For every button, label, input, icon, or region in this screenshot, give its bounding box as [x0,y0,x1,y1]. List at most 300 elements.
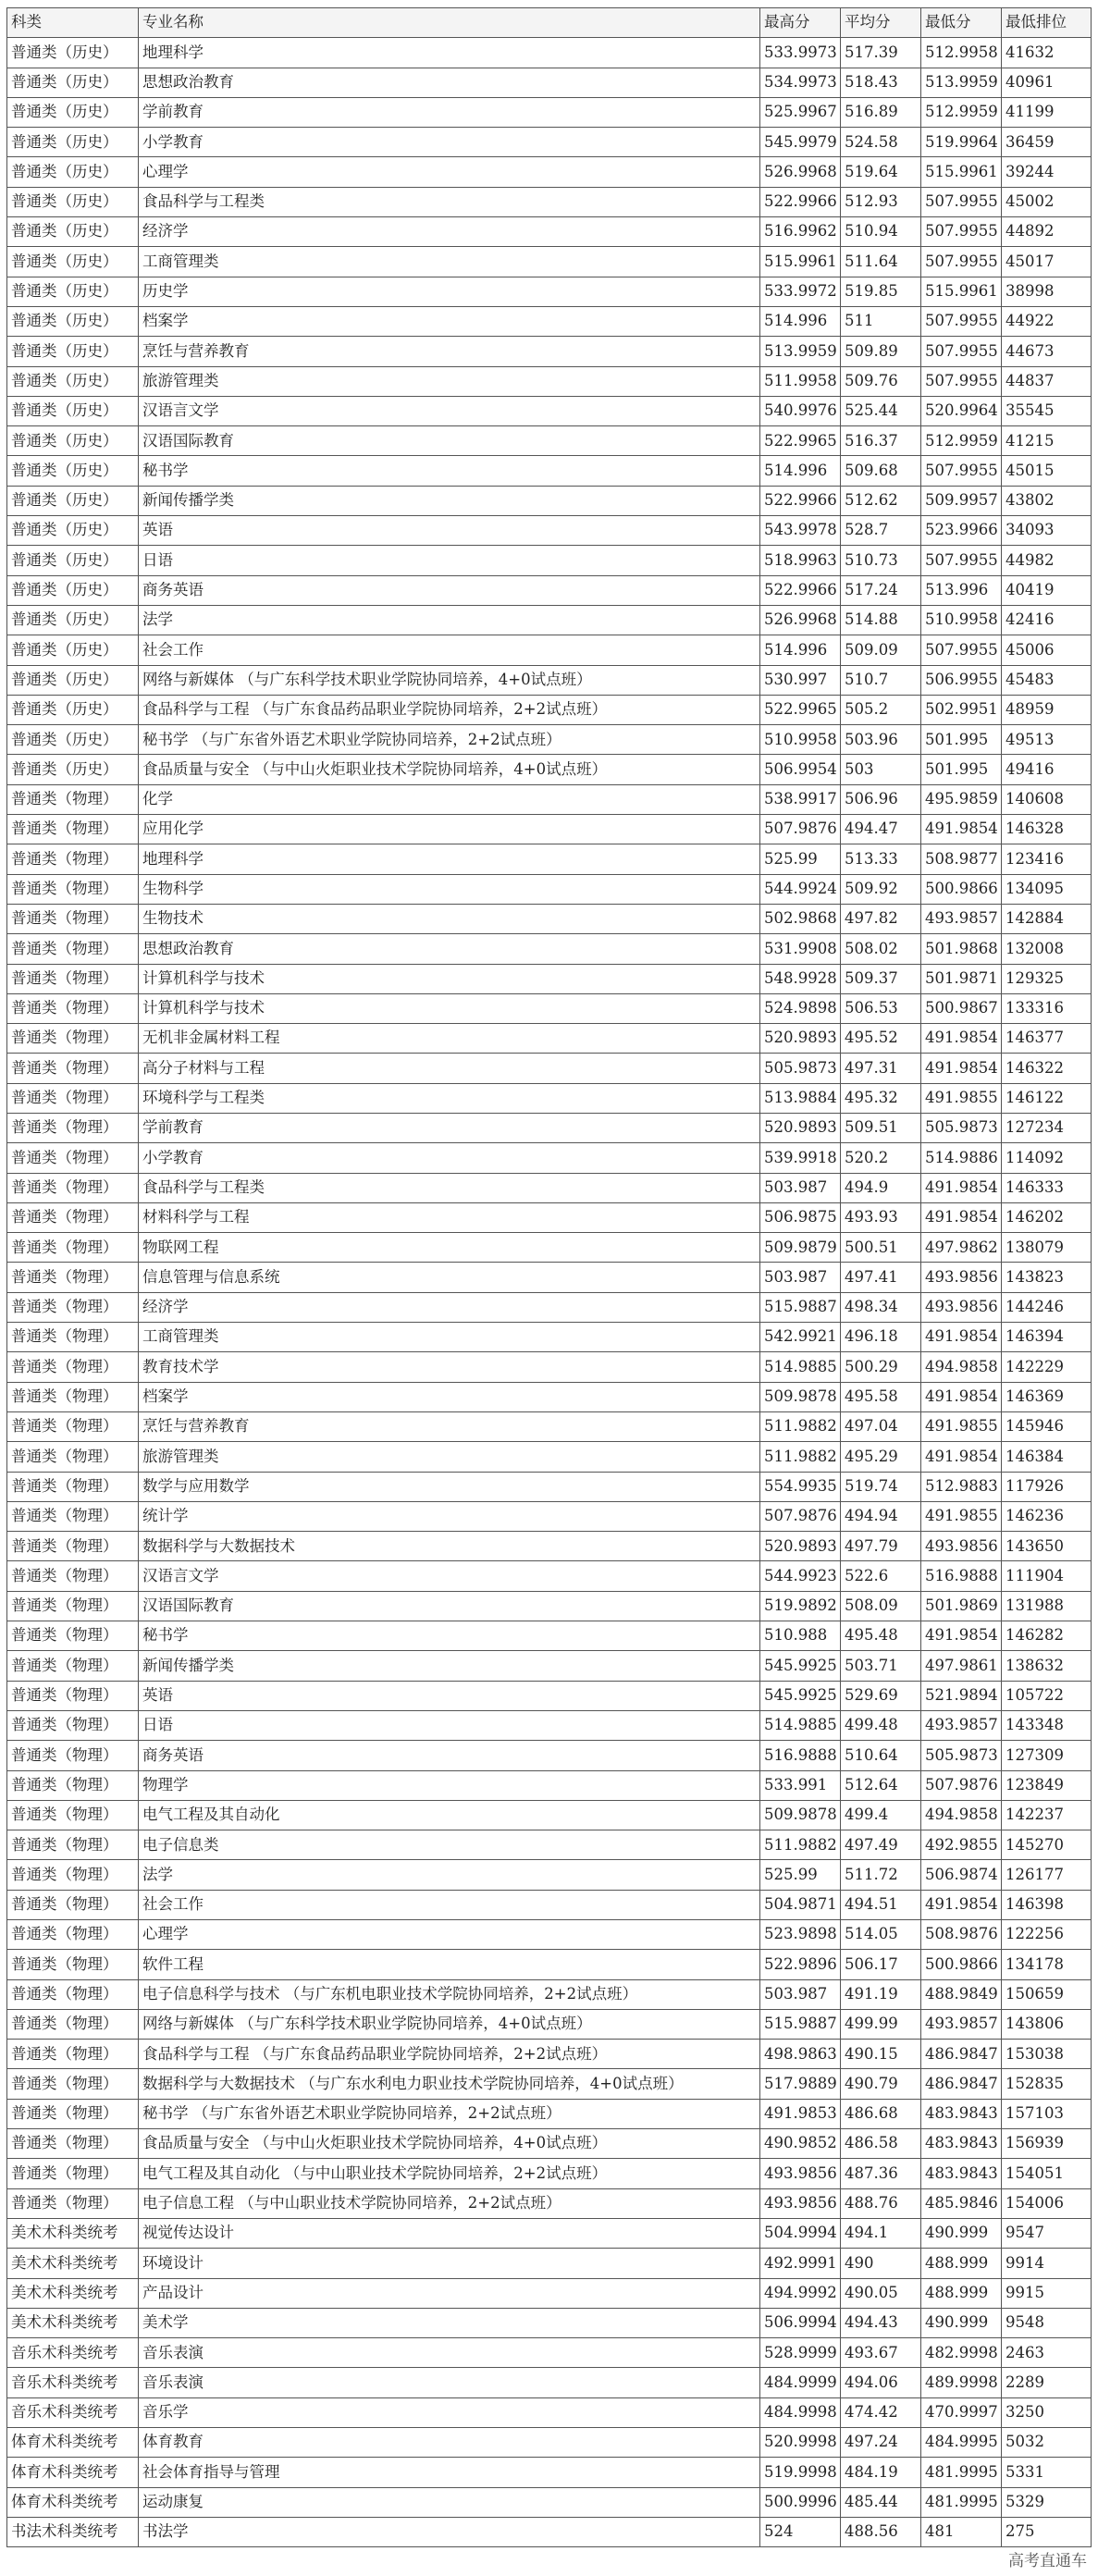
cell-category: 普通类（物理） [7,1860,139,1890]
cell-max-score: 543.9978 [760,516,841,546]
cell-avg-score: 493.93 [841,1202,921,1232]
cell-category: 普通类（物理） [7,2099,139,2128]
cell-major: 秘书学 [139,456,760,486]
cell-major: 产品设计 [139,2278,760,2308]
cell-avg-score: 510.7 [841,665,921,695]
table-row [7,2428,1092,2458]
cell-max-score: 542.9921 [760,1323,841,1352]
table-row [7,1382,1092,1411]
table-row [7,2368,1092,2397]
cell-min-score: 470.9997 [921,2397,1002,2427]
cell-min-score: 500.9866 [921,874,1002,904]
cell-min-rank: 134095 [1002,874,1092,904]
cell-avg-score: 512.64 [841,1770,921,1800]
cell-major: 统计学 [139,1501,760,1531]
cell-min-rank: 49513 [1002,725,1092,755]
table-row [7,575,1092,605]
cell-min-rank: 40961 [1002,68,1092,97]
cell-max-score: 504.9871 [760,1890,841,1919]
cell-min-rank: 142884 [1002,904,1092,933]
table-row [7,38,1092,68]
cell-avg-score: 509.51 [841,1113,921,1142]
cell-major: 秘书学 （与广东省外语艺术职业学院协同培养，2+2试点班） [139,2099,760,2128]
cell-category: 普通类（物理） [7,1323,139,1352]
cell-max-score: 505.9873 [760,1054,841,1083]
cell-avg-score: 488.56 [841,2517,921,2546]
cell-max-score: 524 [760,2517,841,2546]
cell-avg-score: 503.96 [841,725,921,755]
cell-max-score: 539.9918 [760,1143,841,1173]
cell-min-score: 488.999 [921,2278,1002,2308]
cell-max-score: 533.991 [760,1770,841,1800]
table-row [7,665,1092,695]
table-row [7,187,1092,216]
cell-major: 经济学 [139,217,760,247]
cell-min-score: 494.9858 [921,1800,1002,1830]
table-row [7,1292,1092,1322]
cell-min-rank: 43802 [1002,486,1092,515]
cell-avg-score: 494.43 [841,2308,921,2337]
cell-major: 新闻传播学类 [139,1651,760,1681]
cell-min-rank: 146236 [1002,1501,1092,1531]
cell-category: 普通类（历史） [7,426,139,456]
cell-avg-score: 486.68 [841,2099,921,2128]
cell-max-score: 538.9917 [760,784,841,814]
cell-max-score: 523.9898 [760,1920,841,1950]
cell-major: 电子信息工程 （与中山职业技术学院协同培养，2+2试点班） [139,2188,760,2218]
table-row [7,1024,1092,1054]
cell-min-rank: 146282 [1002,1621,1092,1651]
cell-max-score: 520.9893 [760,1532,841,1561]
cell-min-score: 509.9957 [921,486,1002,515]
cell-min-rank: 146398 [1002,1890,1092,1919]
cell-min-score: 481 [921,2517,1002,2546]
table-row [7,1591,1092,1621]
cell-category: 普通类（历史） [7,755,139,784]
table-row [7,277,1092,306]
cell-category: 普通类（物理） [7,2188,139,2218]
cell-major: 环境设计 [139,2249,760,2278]
table-row [7,2009,1092,2039]
cell-category: 普通类（物理） [7,1651,139,1681]
cell-max-score: 509.9878 [760,1382,841,1411]
cell-major: 档案学 [139,306,760,336]
table-row [7,366,1092,396]
cell-min-score: 492.9855 [921,1830,1002,1860]
cell-category: 普通类（历史） [7,575,139,605]
cell-category: 音乐术科类统考 [7,2397,139,2427]
cell-major: 食品科学与工程 （与广东食品药品职业学院协同培养，2+2试点班） [139,695,760,724]
cell-category: 普通类（物理） [7,1741,139,1770]
table-row [7,217,1092,247]
cell-min-rank: 40419 [1002,575,1092,605]
cell-min-score: 490.999 [921,2218,1002,2248]
table-row [7,247,1092,277]
cell-max-score: 491.9853 [760,2099,841,2128]
cell-category: 普通类（物理） [7,844,139,874]
cell-min-rank: 48959 [1002,695,1092,724]
cell-category: 普通类（物理） [7,904,139,933]
cell-max-score: 519.9892 [760,1591,841,1621]
cell-avg-score: 499.4 [841,1800,921,1830]
cell-min-rank: 122256 [1002,1920,1092,1950]
cell-major: 社会体育指导与管理 [139,2458,760,2487]
cell-avg-score: 488.76 [841,2188,921,2218]
cell-max-score: 503.987 [760,1979,841,2009]
cell-min-score: 507.9955 [921,247,1002,277]
cell-min-score: 507.9955 [921,456,1002,486]
cell-category: 普通类（物理） [7,1501,139,1531]
cell-max-score: 530.997 [760,665,841,695]
cell-avg-score: 494.47 [841,815,921,844]
cell-major: 生物科学 [139,874,760,904]
cell-avg-score: 511 [841,306,921,336]
watermark-text: 高考直通车 [1008,2552,1087,2570]
cell-category: 普通类（历史） [7,456,139,486]
cell-major: 电气工程及其自动化 [139,1800,760,1830]
cell-min-rank: 123416 [1002,844,1092,874]
cell-avg-score: 497.31 [841,1054,921,1083]
cell-major: 生物技术 [139,904,760,933]
table-row [7,1681,1092,1710]
cell-max-score: 533.9972 [760,277,841,306]
cell-major: 小学教育 [139,128,760,157]
cell-category: 普通类（历史） [7,605,139,635]
table-row [7,1710,1092,1740]
cell-max-score: 506.9994 [760,2308,841,2337]
cell-min-score: 523.9966 [921,516,1002,546]
cell-min-score: 491.9855 [921,1083,1002,1113]
cell-avg-score: 490 [841,2249,921,2278]
cell-major: 汉语言文学 [139,1561,760,1591]
cell-max-score: 511.9882 [760,1830,841,1860]
table-row [7,1621,1092,1651]
cell-category: 普通类（历史） [7,635,139,665]
cell-major: 工商管理类 [139,1323,760,1352]
cell-major: 应用化学 [139,815,760,844]
cell-min-score: 483.9843 [921,2099,1002,2128]
cell-min-rank: 9915 [1002,2278,1092,2308]
cell-avg-score: 491.19 [841,1979,921,2009]
cell-min-rank: 36459 [1002,128,1092,157]
cell-category: 普通类（物理） [7,934,139,964]
cell-category: 普通类（物理） [7,1054,139,1083]
cell-min-score: 488.999 [921,2249,1002,2278]
cell-major: 音乐表演 [139,2338,760,2368]
cell-major: 物联网工程 [139,1233,760,1263]
cell-max-score: 490.9852 [760,2129,841,2159]
cell-category: 普通类（物理） [7,1950,139,1979]
cell-major: 视觉传达设计 [139,2218,760,2248]
table-row [7,1860,1092,1890]
table-row [7,1054,1092,1083]
cell-category: 普通类（物理） [7,1890,139,1919]
table-row [7,486,1092,515]
cell-min-rank: 132008 [1002,934,1092,964]
cell-min-score: 520.9964 [921,396,1002,425]
cell-max-score: 507.9876 [760,1501,841,1531]
cell-min-rank: 145270 [1002,1830,1092,1860]
cell-major: 信息管理与信息系统 [139,1263,760,1292]
cell-min-rank: 146202 [1002,1202,1092,1232]
table-row [7,904,1092,933]
cell-min-rank: 45015 [1002,456,1092,486]
cell-category: 普通类（物理） [7,2129,139,2159]
cell-min-rank: 146122 [1002,1083,1092,1113]
cell-major: 秘书学 （与广东省外语艺术职业学院协同培养，2+2试点班） [139,725,760,755]
cell-min-rank: 42416 [1002,605,1092,635]
cell-min-rank: 39244 [1002,157,1092,187]
cell-category: 普通类（历史） [7,97,139,127]
cell-avg-score: 514.88 [841,605,921,635]
cell-max-score: 520.9893 [760,1024,841,1054]
cell-min-score: 505.9873 [921,1113,1002,1142]
cell-min-score: 512.9959 [921,426,1002,456]
table-row [7,725,1092,755]
cell-category: 普通类（物理） [7,1382,139,1411]
cell-category: 体育术科类统考 [7,2428,139,2458]
cell-major: 网络与新媒体 （与广东科学技术职业学院协同培养，4+0试点班） [139,2009,760,2039]
cell-max-score: 502.9868 [760,904,841,933]
cell-major: 计算机科学与技术 [139,964,760,993]
cell-major: 计算机科学与技术 [139,993,760,1023]
cell-avg-score: 484.19 [841,2458,921,2487]
cell-major: 烹饪与营养教育 [139,1411,760,1441]
cell-min-score: 505.9873 [921,1741,1002,1770]
cell-avg-score: 517.39 [841,38,921,68]
cell-min-rank: 2463 [1002,2338,1092,2368]
table-row [7,2129,1092,2159]
cell-max-score: 511.9882 [760,1411,841,1441]
cell-major: 电子信息科学与技术 （与广东机电职业技术学院协同培养，2+2试点班） [139,1979,760,2009]
cell-min-score: 512.9958 [921,38,1002,68]
cell-avg-score: 497.79 [841,1532,921,1561]
cell-category: 普通类（物理） [7,2159,139,2188]
table-row [7,2308,1092,2337]
cell-min-score: 501.995 [921,755,1002,784]
cell-major: 教育技术学 [139,1352,760,1382]
cell-max-score: 515.9887 [760,2009,841,2039]
cell-category: 普通类（物理） [7,2069,139,2099]
table-row [7,635,1092,665]
cell-max-score: 545.9925 [760,1681,841,1710]
table-row [7,546,1092,575]
cell-max-score: 513.9959 [760,337,841,366]
header-cell-max-score: 最高分 [760,8,841,38]
cell-category: 书法术科类统考 [7,2517,139,2546]
cell-min-rank: 127234 [1002,1113,1092,1142]
cell-min-rank: 129325 [1002,964,1092,993]
table-row [7,1532,1092,1561]
table-row [7,2218,1092,2248]
table-row [7,2188,1092,2218]
cell-min-score: 493.9856 [921,1263,1002,1292]
table-row [7,874,1092,904]
cell-major: 地理科学 [139,844,760,874]
cell-min-score: 493.9857 [921,1710,1002,1740]
cell-category: 普通类（物理） [7,964,139,993]
cell-min-score: 507.9955 [921,187,1002,216]
cell-min-score: 486.9847 [921,2069,1002,2099]
cell-category: 普通类（物理） [7,1979,139,2009]
cell-max-score: 519.9998 [760,2458,841,2487]
cell-min-rank: 153038 [1002,2040,1092,2069]
table-row [7,1233,1092,1263]
cell-category: 普通类（物理） [7,1263,139,1292]
cell-category: 美术术科类统考 [7,2278,139,2308]
cell-major: 法学 [139,1860,760,1890]
cell-min-score: 491.9854 [921,1024,1002,1054]
table-row [7,2517,1092,2546]
cell-min-score: 516.9888 [921,1561,1002,1591]
cell-category: 音乐术科类统考 [7,2368,139,2397]
cell-major: 地理科学 [139,38,760,68]
cell-min-rank: 45002 [1002,187,1092,216]
cell-min-score: 491.9854 [921,1382,1002,1411]
cell-avg-score: 509.68 [841,456,921,486]
table-row [7,2278,1092,2308]
cell-avg-score: 509.76 [841,366,921,396]
cell-min-rank: 114092 [1002,1143,1092,1173]
cell-major: 烹饪与营养教育 [139,337,760,366]
cell-min-rank: 41632 [1002,38,1092,68]
cell-min-rank: 138079 [1002,1233,1092,1263]
cell-min-rank: 34093 [1002,516,1092,546]
cell-min-rank: 144246 [1002,1292,1092,1322]
table-row [7,426,1092,456]
cell-min-rank: 9548 [1002,2308,1092,2337]
cell-avg-score: 512.93 [841,187,921,216]
cell-avg-score: 510.64 [841,1741,921,1770]
cell-category: 普通类（历史） [7,665,139,695]
cell-avg-score: 514.05 [841,1920,921,1950]
cell-min-rank: 38998 [1002,277,1092,306]
cell-min-score: 510.9958 [921,605,1002,635]
table-row [7,2338,1092,2368]
cell-major: 数据科学与大数据技术 [139,1532,760,1561]
cell-min-rank: 138632 [1002,1651,1092,1681]
cell-min-rank: 49416 [1002,755,1092,784]
admission-scores-table [6,7,1092,2547]
cell-avg-score: 528.7 [841,516,921,546]
cell-max-score: 484.9999 [760,2368,841,2397]
cell-min-score: 491.9854 [921,1890,1002,1919]
table-row [7,2397,1092,2427]
cell-max-score: 544.9923 [760,1561,841,1591]
cell-min-score: 512.9959 [921,97,1002,127]
cell-category: 普通类（物理） [7,1143,139,1173]
cell-avg-score: 505.2 [841,695,921,724]
cell-major: 高分子材料与工程 [139,1054,760,1083]
cell-max-score: 509.9879 [760,1233,841,1263]
table-row [7,1651,1092,1681]
cell-major: 数据科学与大数据技术 （与广东水利电力职业技术学院协同培养，4+0试点班） [139,2069,760,2099]
cell-avg-score: 510.73 [841,546,921,575]
cell-major: 经济学 [139,1292,760,1322]
cell-category: 普通类（物理） [7,1233,139,1263]
cell-category: 普通类（历史） [7,396,139,425]
cell-min-rank: 126177 [1002,1860,1092,1890]
table-row [7,2069,1092,2099]
cell-min-rank: 142229 [1002,1352,1092,1382]
cell-min-rank: 275 [1002,2517,1092,2546]
table-row [7,755,1092,784]
cell-max-score: 498.9863 [760,2040,841,2069]
cell-min-score: 491.9854 [921,1202,1002,1232]
cell-min-score: 507.9955 [921,366,1002,396]
cell-max-score: 511.9958 [760,366,841,396]
cell-category: 普通类（物理） [7,1681,139,1710]
cell-min-score: 493.9856 [921,1292,1002,1322]
cell-avg-score: 508.02 [841,934,921,964]
cell-max-score: 506.9954 [760,755,841,784]
cell-avg-score: 522.6 [841,1561,921,1591]
table-row [7,456,1092,486]
cell-avg-score: 499.48 [841,1710,921,1740]
cell-min-rank: 131988 [1002,1591,1092,1621]
cell-avg-score: 506.96 [841,784,921,814]
cell-max-score: 517.9889 [760,2069,841,2099]
cell-min-score: 481.9995 [921,2487,1002,2517]
cell-avg-score: 509.92 [841,874,921,904]
table-row [7,1202,1092,1232]
table-row [7,2099,1092,2128]
cell-major: 社会工作 [139,1890,760,1919]
cell-category: 普通类（历史） [7,277,139,306]
table-row [7,157,1092,187]
cell-major: 汉语国际教育 [139,426,760,456]
table-row [7,2487,1092,2517]
cell-min-score: 481.9995 [921,2458,1002,2487]
cell-major: 运动康复 [139,2487,760,2517]
cell-min-rank: 133316 [1002,993,1092,1023]
cell-min-rank: 157103 [1002,2099,1092,2128]
cell-avg-score: 519.74 [841,1472,921,1501]
cell-avg-score: 508.09 [841,1591,921,1621]
cell-min-rank: 45483 [1002,665,1092,695]
cell-min-score: 506.9955 [921,665,1002,695]
cell-category: 普通类（物理） [7,1024,139,1054]
cell-max-score: 492.9991 [760,2249,841,2278]
cell-category: 普通类（物理） [7,1472,139,1501]
cell-major: 食品科学与工程类 [139,1173,760,1202]
cell-category: 普通类（物理） [7,1083,139,1113]
cell-max-score: 515.9887 [760,1292,841,1322]
cell-max-score: 522.9966 [760,187,841,216]
cell-min-rank: 2289 [1002,2368,1092,2397]
cell-major: 新闻传播学类 [139,486,760,515]
cell-max-score: 534.9973 [760,68,841,97]
cell-avg-score: 525.44 [841,396,921,425]
cell-max-score: 506.9875 [760,1202,841,1232]
cell-min-rank: 156939 [1002,2129,1092,2159]
cell-min-rank: 143650 [1002,1532,1092,1561]
table-row [7,1561,1092,1591]
table-row [7,2159,1092,2188]
cell-major: 心理学 [139,157,760,187]
cell-major: 英语 [139,516,760,546]
cell-major: 音乐学 [139,2397,760,2427]
cell-max-score: 509.9878 [760,1800,841,1830]
cell-min-score: 491.9854 [921,1173,1002,1202]
cell-min-rank: 41199 [1002,97,1092,127]
cell-max-score: 522.9965 [760,426,841,456]
cell-min-rank: 44837 [1002,366,1092,396]
table-row [7,1890,1092,1919]
cell-category: 美术术科类统考 [7,2308,139,2337]
table-row [7,1263,1092,1292]
cell-min-score: 495.9859 [921,784,1002,814]
